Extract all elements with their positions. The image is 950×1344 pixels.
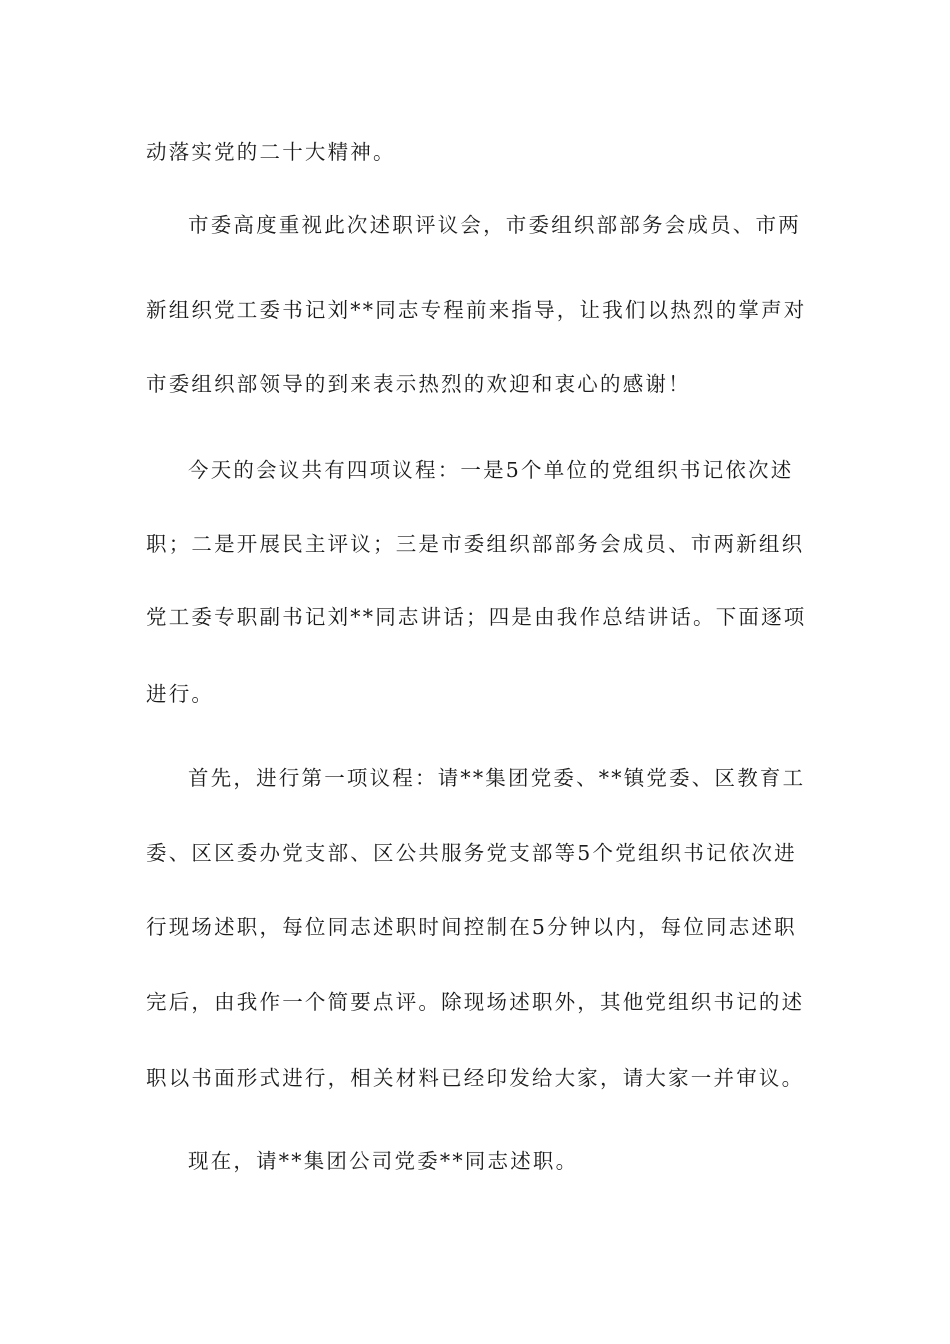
paragraph-line: 新组织党工委书记刘**同志专程前来指导，让我们以热烈的掌声对 (146, 298, 807, 322)
paragraph-line: 职以书面形式进行，相关材料已经印发给大家，请大家一并审议。 (146, 1066, 805, 1090)
paragraph-line: 动落实党的二十大精神。 (146, 140, 396, 164)
paragraph-line: 党工委专职副书记刘**同志讲话；四是由我作总结讲话。下面逐项 (146, 605, 807, 629)
paragraph-line: 完后，由我作一个简要点评。除现场述职外，其他党组织书记的述 (146, 990, 805, 1014)
paragraph-line: 职；二是开展民主评议；三是市委组织部部务会成员、市两新组织 (146, 532, 805, 556)
paragraph-line: 市委高度重视此次述职评议会，市委组织部部务会成员、市两 (188, 213, 801, 237)
paragraph-line: 现在，请**集团公司党委**同志述职。 (188, 1149, 579, 1173)
paragraph-line: 委、区区委办党支部、区公共服务党支部等5个党组织书记依次进 (146, 841, 797, 865)
paragraph-line: 今天的会议共有四项议程：一是5个单位的党组织书记依次述 (188, 458, 794, 482)
paragraph-line: 市委组织部领导的到来表示热烈的欢迎和衷心的感谢！ (146, 372, 691, 396)
paragraph-line: 首先，进行第一项议程：请**集团党委、**镇党委、区教育工 (188, 766, 806, 790)
paragraph-line: 行现场述职，每位同志述职时间控制在5分钟以内，每位同志述职 (146, 915, 797, 939)
paragraph-line: 进行。 (146, 682, 215, 706)
